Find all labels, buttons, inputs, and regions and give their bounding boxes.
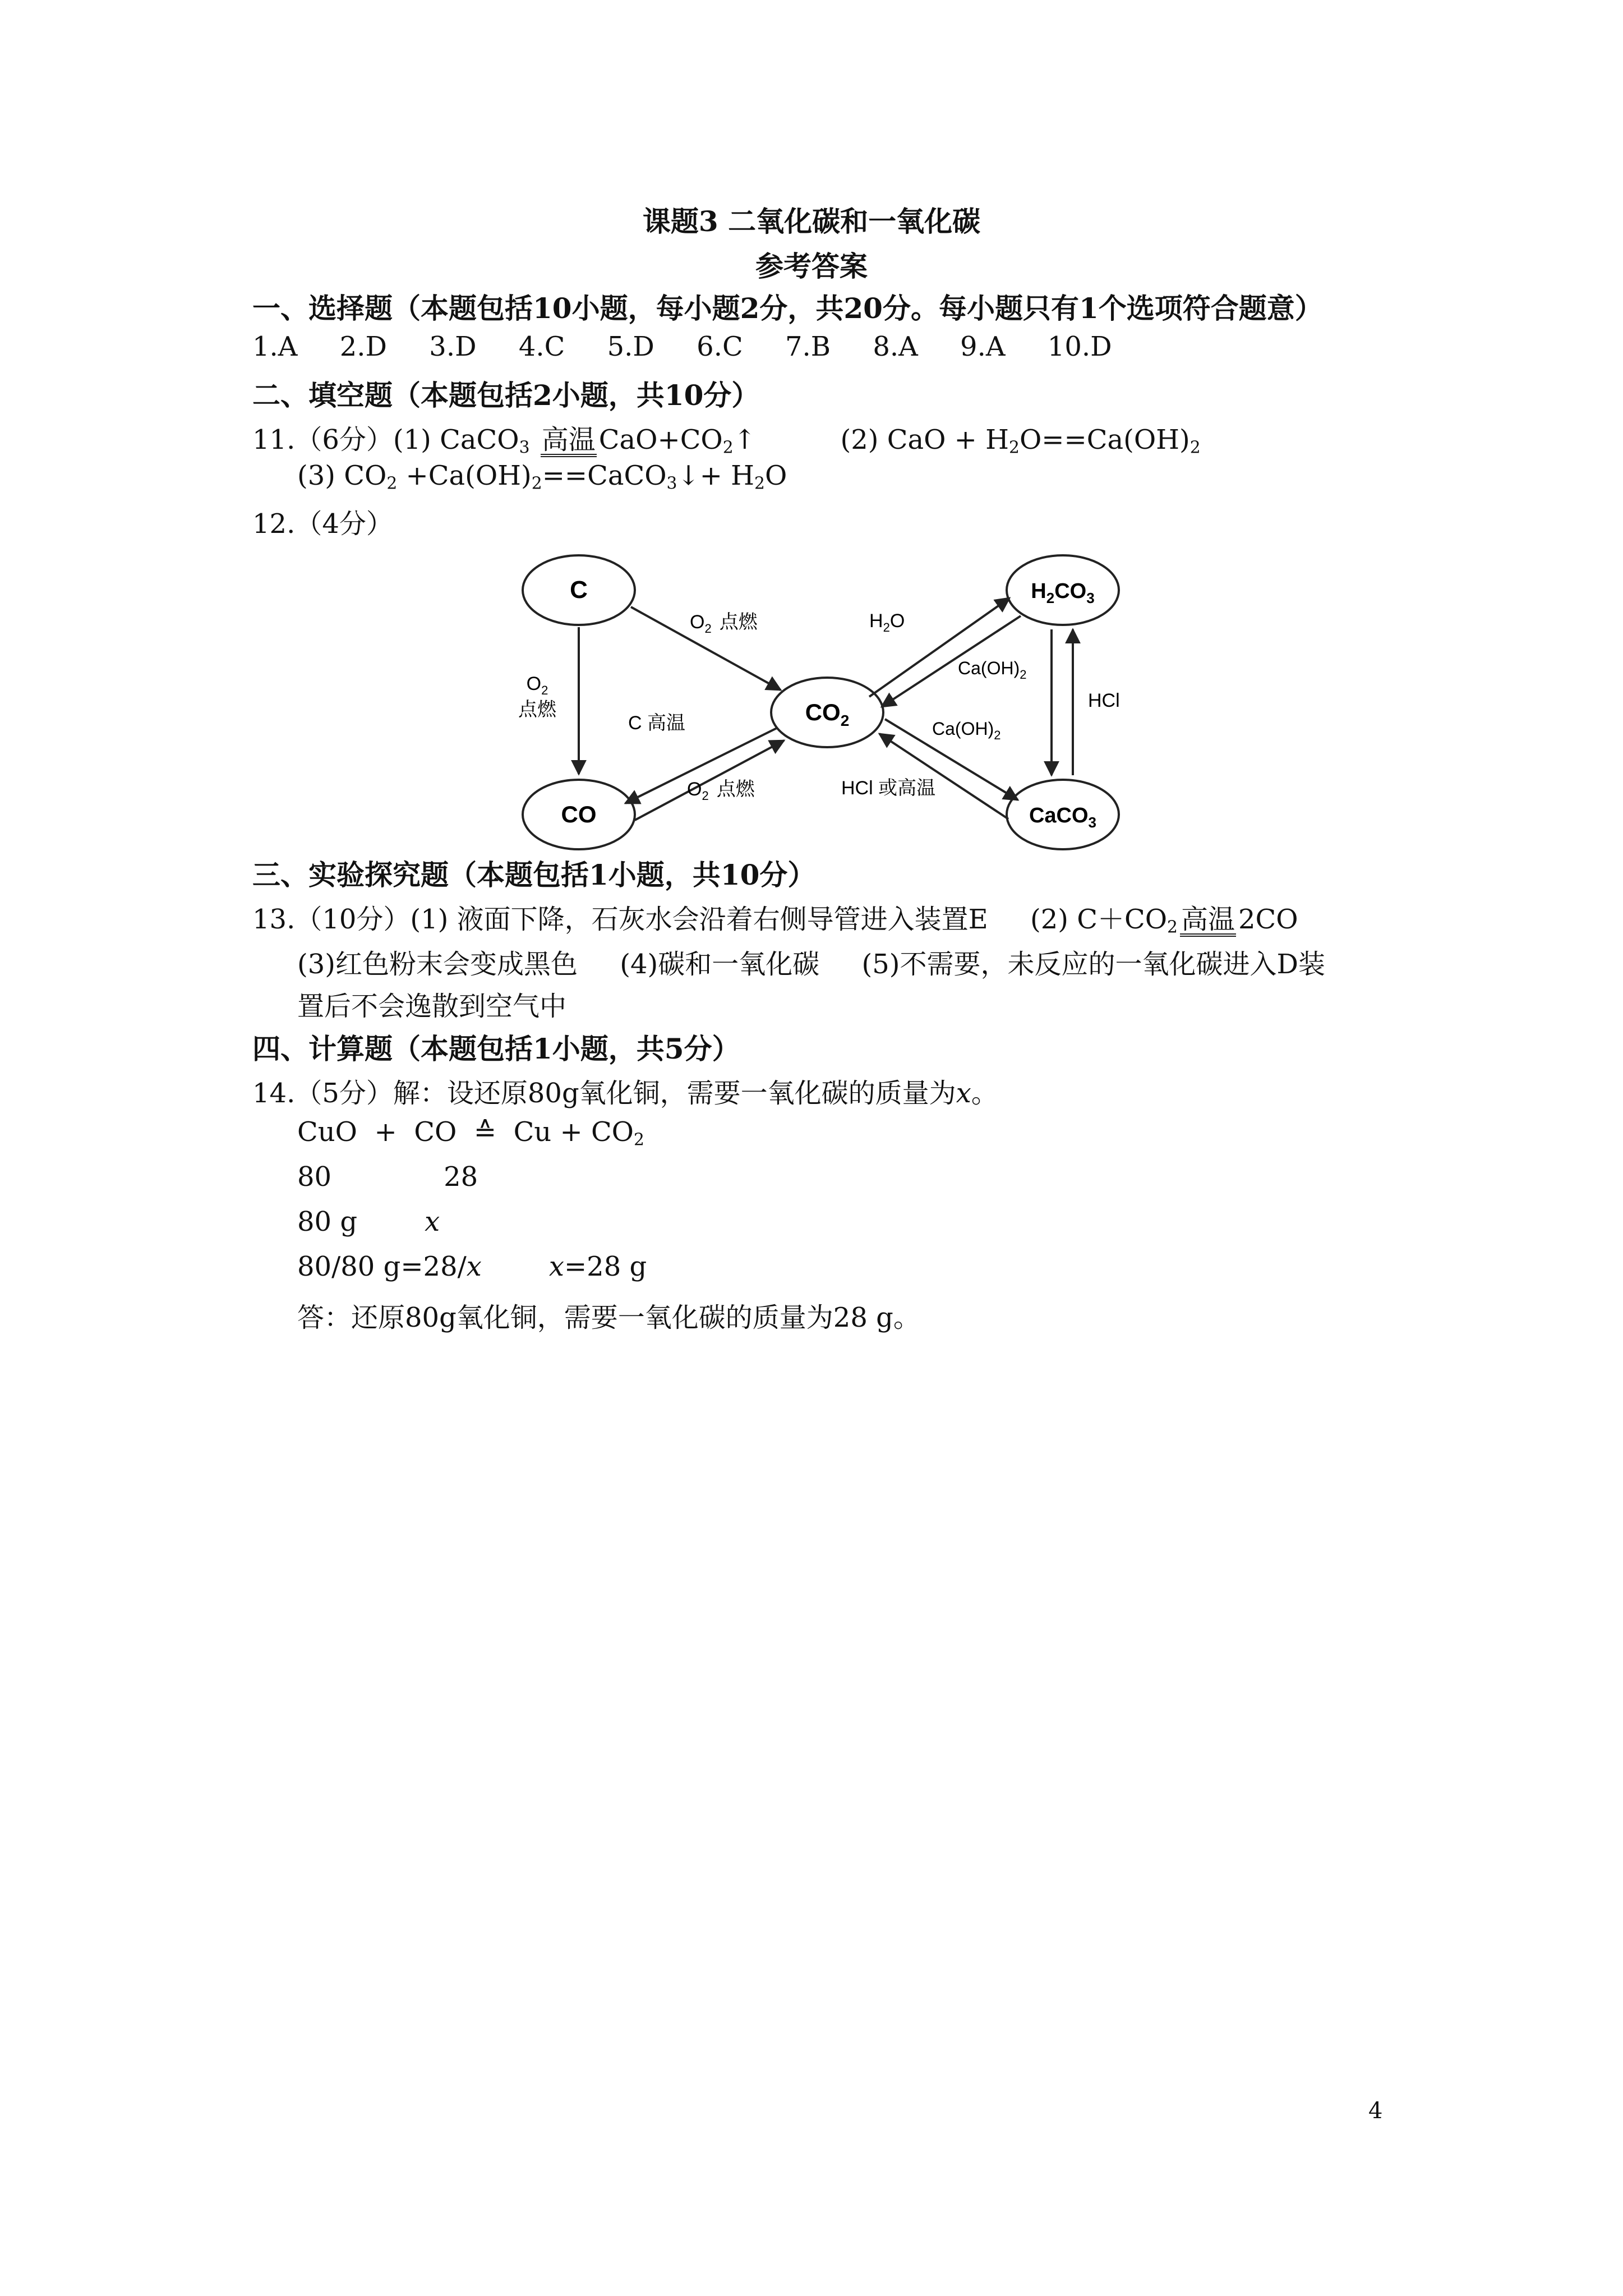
answer-5: 5.D: [607, 331, 654, 362]
q14-intro-text: 14.（5分）解：设还原80g氧化铜，需要一氧化碳的质量为: [252, 1078, 956, 1109]
q14-row-masses: [297, 1161, 478, 1193]
q11-product-sub: 2: [722, 438, 734, 458]
node-h2co3-label: $H_2CO_3$: [1031, 579, 1095, 606]
q13-part2-product: 2CO: [1238, 904, 1298, 935]
carbon-conversion-diagram: [505, 544, 1138, 858]
q13-part2: (2) C＋CO: [1030, 904, 1168, 935]
q14-intro: [252, 1071, 998, 1110]
q14-row-given: [297, 1206, 440, 1237]
q11-part2-mid: O==Ca(OH): [1019, 424, 1190, 455]
q13-condition-text: 高温: [1180, 905, 1236, 937]
node-co-label: CO: [561, 801, 597, 827]
answer-10: 10.D: [1047, 331, 1112, 362]
q14-given-cuo: 80 g: [297, 1206, 358, 1237]
q14-equation-text: CuO + CO ≙ Cu + CO: [297, 1116, 634, 1148]
answer-8: 8.A: [873, 331, 918, 362]
section3-heading: 三、实验探究题（本题包括1小题，共10分）: [252, 858, 816, 891]
section1-heading: 一、选择题（本题包括10小题，每小题2分，共20分。每小题只有1个选项符合题意）: [252, 292, 1323, 325]
q13-part3: (3)红色粉末会变成黑色: [297, 949, 578, 980]
arrow-c-to-co2: [631, 607, 781, 690]
gas-up-arrow-icon: ↑: [733, 424, 756, 455]
node-c-label: C: [570, 576, 588, 604]
q11-part3-sub-a: 2: [386, 473, 398, 494]
q14-proportion-x: x: [466, 1251, 482, 1282]
q11-line2: [297, 460, 787, 493]
q13-part4: (4)碳和一氧化碳: [620, 949, 820, 980]
q14-result-value: =28 g: [564, 1251, 647, 1282]
label-caoh2-lower: $Ca(OH)_2$: [932, 719, 1001, 742]
arrow-co-to-co2: [635, 740, 784, 820]
q11-condition: [538, 424, 599, 457]
answer-7: 7.B: [785, 331, 831, 362]
q11-reactant: 11.（6分）(1) CaCO: [252, 424, 519, 455]
q11-part3-d: ↓+ H: [677, 460, 755, 491]
q14-row-proportion: [297, 1251, 647, 1282]
label-hcl-right: HCl: [1088, 690, 1120, 711]
q11-part2: (2) CaO + H: [840, 424, 1009, 455]
answer-2: 2.D: [339, 331, 388, 362]
node-co2-label: $CO_2$: [805, 699, 850, 729]
label-h2o: $H_2O$: [869, 610, 905, 634]
q11-part3-a: (3) CO: [297, 460, 387, 491]
q13-part1: 13.（10分）(1) 液面下降，石灰水会沿着右侧导管进入装置E: [252, 904, 988, 935]
label-o2-ignite-bottom: $O_2$ 点燃: [687, 779, 755, 803]
label-c-high-temp: C 高温: [628, 712, 685, 734]
q14-result-x: x: [548, 1251, 564, 1282]
q14-mass-co: 28: [444, 1161, 478, 1193]
q11-part3-b: +Ca(OH): [397, 460, 532, 491]
q14-equation: [297, 1116, 644, 1149]
q11-product: CaO+CO: [598, 424, 723, 455]
q14-proportion: 80/80 g=28/: [297, 1251, 467, 1282]
q11-part2-sub: 2: [1009, 438, 1020, 458]
q11-condition-text: 高温: [541, 426, 597, 457]
answer-9: 9.A: [960, 331, 1006, 362]
q13-line1: [252, 898, 1298, 937]
arrow-caco3-to-co2: [879, 734, 1008, 819]
q11-part3-c: ==CaCO: [542, 460, 667, 491]
q13-line3: 置后不会逸散到空气中: [297, 991, 567, 1022]
page-subtitle: 参考答案: [755, 250, 868, 283]
q11-sub: 3: [519, 438, 530, 458]
q11-part2-sub2: 2: [1189, 438, 1201, 458]
answer-6: 6.C: [697, 331, 743, 362]
section4-heading: 四、计算题（本题包括1小题，共5分）: [252, 1032, 740, 1065]
page-title: 课题3 二氧化碳和一氧化碳: [642, 205, 981, 238]
q11-part3-sub-d: 2: [754, 473, 765, 494]
section2-heading: 二、填空题（本题包括2小题，共10分）: [252, 379, 760, 412]
q14-intro-end: 。: [971, 1078, 998, 1109]
label-caoh2-upper: $Ca(OH)_2$: [958, 658, 1027, 682]
q11-part3-sub-c: 3: [666, 473, 677, 494]
q14-mass-cuo: 80: [297, 1161, 332, 1193]
q11-part3-e: O: [764, 460, 787, 491]
q13-part5: (5)不需要，未反应的一氧化碳进入D装: [861, 949, 1326, 980]
node-caco3-label: CaCO$_3$: [1029, 804, 1097, 831]
q14-variable: x: [956, 1078, 971, 1109]
q14-given-x: x: [425, 1206, 440, 1237]
q11-line1: [252, 418, 1201, 457]
q13-line2: [297, 942, 1325, 981]
answer-1: 1.A: [252, 331, 298, 362]
label-o2-ignite-top: $O_2$ 点燃: [690, 611, 758, 636]
q14-answer: 答：还原80g氧化铜，需要一氧化碳的质量为28 g。: [297, 1302, 920, 1333]
answer-3: 3.D: [429, 331, 477, 362]
label-hcl-or-high-temp: HCl 或高温: [841, 777, 936, 799]
q12-label: 12.（4分）: [252, 508, 393, 540]
label-ignite-left: 点燃: [518, 699, 556, 720]
label-o2-left: $O_2$: [526, 673, 548, 697]
q11-part3-sub-b: 2: [531, 473, 542, 494]
q13-condition: [1178, 904, 1238, 937]
section1-answers: [252, 331, 1112, 362]
answer-4: 4.C: [518, 331, 565, 362]
q14-equation-sub: 2: [634, 1130, 644, 1150]
page-number: 4: [1368, 2098, 1383, 2124]
q13-part2-sub: 2: [1167, 917, 1178, 937]
